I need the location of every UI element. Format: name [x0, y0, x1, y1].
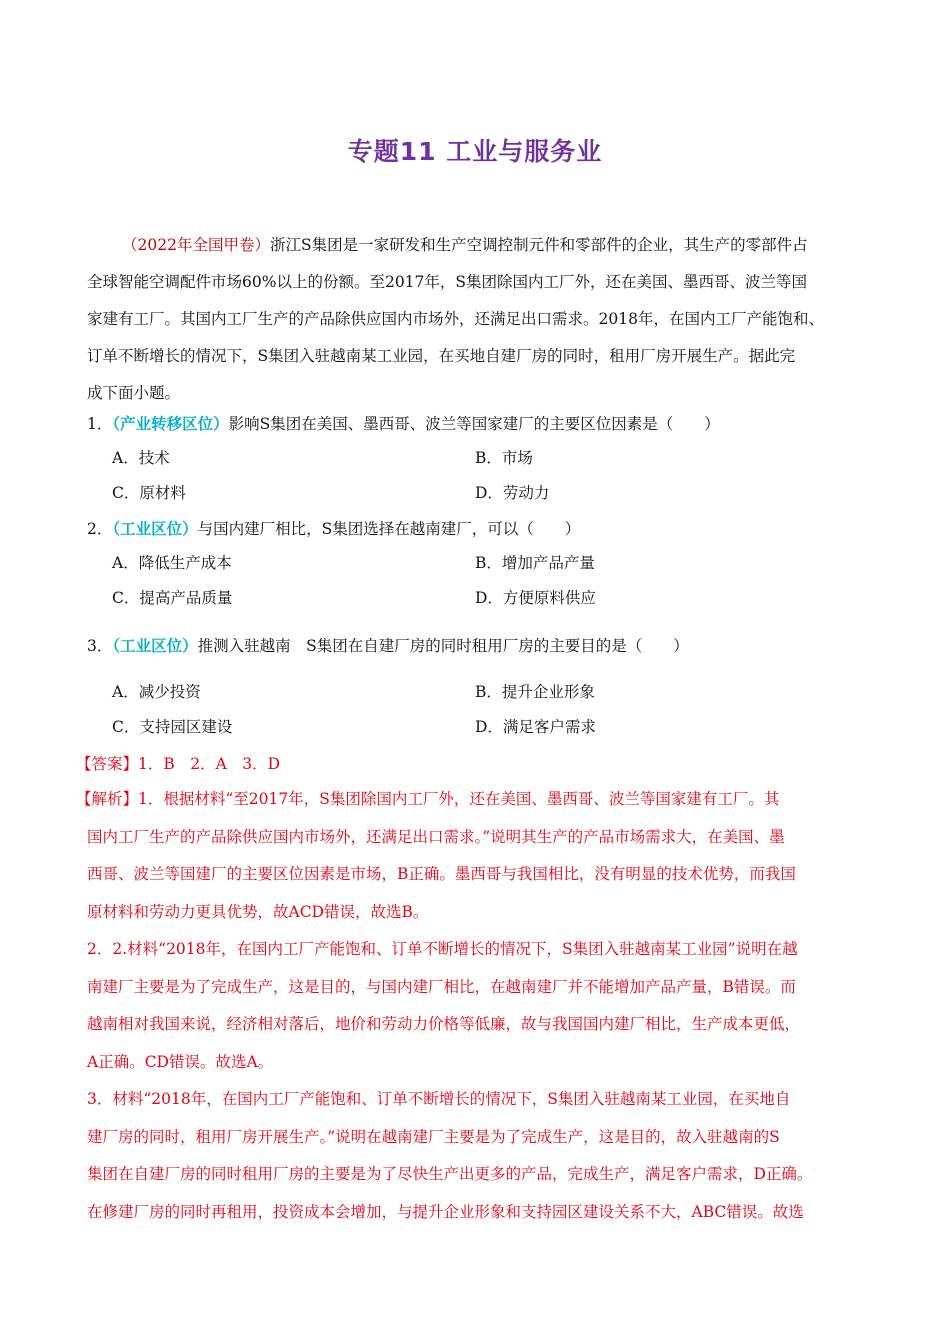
option-row [87, 546, 867, 581]
question-stem [87, 511, 867, 546]
analysis-line: 集团在自建厂房的同时租用厂房的主要是为了尽快生产出更多的产品，完成生产，满足客户需求，D正确。 [87, 1165, 813, 1183]
option-c: C．支持园区建设 [112, 718, 233, 736]
question-stem [87, 406, 867, 441]
option-a: A．降低生产成本 [112, 554, 232, 572]
analysis-line: 越南相对我国来说，经济相对落后，地价和劳动力价格等低廉，故与我国国内建厂相比，生产成本更低， [87, 1015, 801, 1033]
option-d: D．劳动力 [475, 484, 550, 502]
intro-line: 浙江S集团是一家研发和生产空调控制元件和零部件的企业，其生产的零部件占 [269, 236, 808, 254]
question-number: 3． [87, 637, 113, 655]
source-tag: （2022年全国甲卷） [122, 236, 270, 254]
option-d: D．方便原料供应 [475, 589, 596, 607]
option-row [87, 710, 867, 745]
analysis-line: 3．材料“2018年，在国内工厂产能饱和、订单不断增长的情况下，S集团入驻越南某工业园，在买地自 [87, 1090, 791, 1108]
option-row [87, 675, 867, 710]
intro-line: 订单不断增长的情况下，S集团入驻越南某工业园，在买地自建厂房的同时，租用厂房开展生产。据此完 [87, 347, 796, 365]
question-stem [87, 628, 867, 663]
question-number: 2． [87, 520, 113, 538]
analysis-line: 建厂房的同时，租用厂房开展生产。”说明在越南建厂主要是为了完成生产，这是目的，故入驻越南的S [87, 1127, 780, 1146]
analysis-line: A正确。CD错误。故选A。 [87, 1052, 274, 1071]
answer-line: 【答案】1．B 2．A 3．D [76, 755, 281, 773]
question-number: 1． [87, 415, 113, 433]
option-a: A．技术 [112, 449, 170, 467]
question-text: 影响S集团在美国、墨西哥、波兰等国家建厂的主要区位因素是（ ） [228, 415, 720, 433]
analysis-line: 南建厂主要是为了完成生产，这是目的，与国内建厂相比，在越南建厂并不能增加产品产量，B错误。而 [87, 977, 796, 996]
topic-tag: （产业转移区位） [112, 414, 229, 433]
option-a: A．减少投资 [112, 683, 201, 701]
topic-tag: （工业区位） [112, 636, 198, 655]
option-b: B．市场 [475, 449, 533, 467]
intro-line: 家建有工厂。其国内工厂生产的产品除供应国内市场外，还满足出口需求。2018年，在国内工厂产能饱和、 [87, 310, 824, 328]
topic-tag: （工业区位） [112, 519, 198, 538]
option-b: B．提升企业形象 [475, 683, 595, 701]
question-1 [87, 406, 867, 511]
option-c: C．提高产品质量 [112, 589, 233, 607]
analysis-line: 【解析】1．根据材料“至2017年，S集团除国内工厂外，还在美国、墨西哥、波兰等国家建有工厂。其 [76, 790, 780, 808]
intro-line: 成下面小题。 [87, 384, 181, 402]
question-text: 推测入驻越南 S集团在自建厂房的同时租用厂房的主要目的是（ ） [197, 637, 689, 655]
analysis-line: 国内工厂生产的产品除供应国内市场外，还满足出口需求。”说明其生产的产品市场需求大，在美国、墨 [87, 827, 785, 846]
page-title: 专题11 工业与服务业 [347, 137, 603, 166]
analysis-line: 原材料和劳动力更具优势，故ACD错误，故选B。 [87, 902, 429, 921]
option-b: B．增加产品产量 [475, 554, 595, 572]
analysis-line: 西哥、波兰等国建厂的主要区位因素是市场，B正确。墨西哥与我国相比，没有明显的技术优势，而我国 [87, 865, 796, 883]
option-c: C．原材料 [112, 484, 186, 502]
answer-section [76, 746, 867, 784]
analysis-line: 在修建厂房的同时再租用，投资成本会增加，与提升企业形象和支持园区建设关系不大，ABC错误。故选 [87, 1202, 804, 1221]
option-row [87, 476, 867, 511]
intro-line: 全球智能空调配件市场60%以上的份额。至2017年，S集团除国内工厂外，还在美国、墨西哥、波兰等国 [87, 273, 808, 291]
option-d: D．满足客户需求 [475, 718, 596, 736]
question-text: 与国内建厂相比，S集团选择在越南建厂，可以（ ） [197, 520, 581, 538]
question-3 [87, 628, 867, 745]
analysis-line: 2．2.材料“2018年，在国内工厂产能饱和、订单不断增长的情况下，S集团入驻越南某工业园”说明在越 [87, 940, 798, 958]
intro-material [87, 227, 867, 412]
option-row [87, 441, 867, 476]
question-2 [87, 511, 867, 616]
analysis-section [76, 781, 867, 1231]
option-row [87, 581, 867, 616]
